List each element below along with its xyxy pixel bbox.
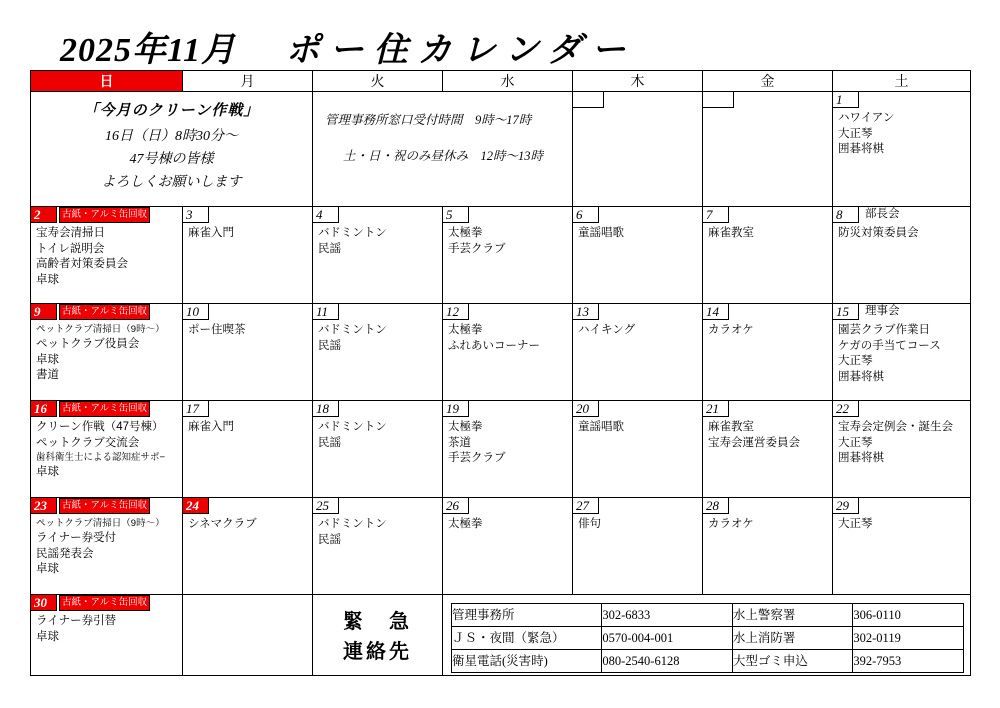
day-events bbox=[833, 417, 970, 467]
event-item: 高齢者対策委員会 bbox=[36, 258, 128, 270]
clean-notice-title: 「今月のクリーン作戦」 bbox=[83, 103, 260, 119]
emergency-contacts-table bbox=[451, 603, 964, 673]
day-number: 30 bbox=[31, 595, 57, 611]
event-item: 民謡 bbox=[318, 533, 341, 546]
office-lunch-text: 土・日・祝のみ昼休み 12時〜13時 bbox=[343, 149, 544, 163]
event-item: 民謡 bbox=[318, 339, 341, 352]
event-item: 太極拳 bbox=[448, 227, 483, 239]
day-number: 19 bbox=[443, 401, 469, 417]
event-item: 民謡発表会 bbox=[36, 547, 94, 560]
event-item: 太極拳 bbox=[448, 421, 483, 433]
office-hours-notice bbox=[313, 92, 573, 207]
event-item: 宝寿会定例会・誕生会 bbox=[838, 421, 953, 433]
day-cell-18[interactable] bbox=[313, 401, 443, 498]
day-cell-10[interactable] bbox=[183, 304, 313, 401]
event-item: バドミントン bbox=[318, 324, 387, 336]
day-cell-7[interactable] bbox=[703, 207, 833, 304]
day-number: 24 bbox=[183, 498, 209, 514]
day-cell-15[interactable] bbox=[833, 304, 971, 401]
day-cell-25[interactable] bbox=[313, 498, 443, 595]
calendar-table bbox=[30, 70, 971, 676]
day-number: 18 bbox=[313, 401, 339, 417]
day-events bbox=[313, 223, 442, 257]
day-number: 21 bbox=[703, 401, 729, 417]
emergency-contacts-cell bbox=[443, 595, 971, 676]
day-events bbox=[443, 514, 572, 533]
day-cell-8[interactable] bbox=[833, 207, 971, 304]
event-item: ペットクラブ交流会 bbox=[36, 436, 140, 449]
table-row bbox=[452, 650, 964, 673]
event-item: 手芸クラブ bbox=[448, 452, 506, 464]
day-events bbox=[183, 223, 312, 242]
day-cell-6[interactable] bbox=[573, 207, 703, 304]
recycle-badge: 古紙・アルミ缶回収 bbox=[59, 304, 150, 320]
contact-number: 392-7953 bbox=[853, 650, 964, 673]
contact-name: 管理事務所 bbox=[452, 604, 602, 627]
day-events bbox=[31, 514, 182, 578]
week-row-3 bbox=[31, 304, 971, 401]
day-number: 29 bbox=[833, 498, 859, 514]
event-item: ケガの手当てコース bbox=[838, 339, 941, 352]
day-side-label: 部長会 bbox=[865, 208, 900, 220]
day-events bbox=[703, 417, 832, 451]
day-number: 6 bbox=[573, 207, 599, 223]
recycle-badge: 古紙・アルミ缶回収 bbox=[59, 595, 150, 611]
contact-name: 水上警察署 bbox=[732, 604, 852, 627]
event-item: 大正琴 bbox=[838, 518, 873, 530]
day-number: 16 bbox=[31, 401, 57, 417]
event-item: 麻雀教室 bbox=[708, 227, 754, 239]
recycle-badge: 古紙・アルミ缶回収 bbox=[59, 401, 150, 417]
event-item: 園芸クラブ作業日 bbox=[838, 324, 930, 336]
day-number: 26 bbox=[443, 498, 469, 514]
event-item: 麻雀教室 bbox=[708, 421, 754, 433]
event-item: ライナー券受付 bbox=[36, 532, 117, 544]
day-cell-27[interactable] bbox=[573, 498, 703, 595]
day-events bbox=[183, 417, 312, 436]
day-number: 28 bbox=[703, 498, 729, 514]
week-row-2 bbox=[31, 207, 971, 304]
day-events bbox=[313, 514, 442, 548]
day-number: 15 bbox=[833, 304, 859, 320]
event-item: 書道 bbox=[36, 369, 59, 381]
day-number: 14 bbox=[703, 304, 729, 320]
event-item: 防災対策委員会 bbox=[838, 227, 919, 239]
day-events bbox=[31, 320, 182, 384]
day-events bbox=[573, 417, 702, 436]
clean-notice-date: 16日（日）8時30分〜 bbox=[105, 129, 238, 144]
event-item: 大正琴 bbox=[838, 127, 873, 140]
day-cell-3[interactable] bbox=[183, 207, 313, 304]
title-calendar-name: ポー住カレンダー bbox=[285, 32, 636, 69]
event-item: 民謡 bbox=[318, 242, 341, 255]
day-number: 23 bbox=[31, 498, 57, 514]
day-cell-21[interactable] bbox=[703, 401, 833, 498]
emergency-title-line1: 緊 急 bbox=[343, 611, 412, 633]
table-row bbox=[452, 604, 964, 627]
day-events bbox=[183, 320, 312, 339]
day-number: 10 bbox=[183, 304, 209, 320]
event-item: 茶道 bbox=[448, 436, 471, 449]
weekday-header-sat: 土 bbox=[833, 71, 971, 92]
day-cell-empty-thu bbox=[573, 92, 703, 207]
event-item: 卓球 bbox=[36, 353, 59, 366]
day-cell-24[interactable] bbox=[183, 498, 313, 595]
day-number: 2 bbox=[31, 207, 57, 223]
day-side-label: 理事会 bbox=[865, 305, 900, 317]
week-row-4 bbox=[31, 401, 971, 498]
day-number: 13 bbox=[573, 304, 599, 320]
event-item: バドミントン bbox=[318, 227, 387, 239]
day-number: 3 bbox=[183, 207, 209, 223]
day-number: 20 bbox=[573, 401, 599, 417]
day-events bbox=[31, 417, 182, 481]
day-number: 5 bbox=[443, 207, 469, 223]
day-events bbox=[573, 320, 702, 339]
day-cell-17[interactable] bbox=[183, 401, 313, 498]
day-cell-19[interactable] bbox=[443, 401, 573, 498]
contact-number: 302-0119 bbox=[853, 627, 964, 650]
event-item: 宝寿会清掃日 bbox=[36, 227, 105, 239]
recycle-badge: 古紙・アルミ缶回収 bbox=[59, 207, 150, 223]
event-item: 太極拳 bbox=[448, 518, 483, 530]
event-item: 太極拳 bbox=[448, 324, 483, 336]
event-item: クリーン作戦（47号棟） bbox=[36, 421, 164, 433]
weekday-header-wed: 水 bbox=[443, 71, 573, 92]
title-year-month: 2025年11月 bbox=[60, 32, 237, 69]
event-item: 卓球 bbox=[36, 630, 59, 643]
event-item: ライナー券引替 bbox=[36, 615, 117, 627]
event-item: 民謡 bbox=[318, 436, 341, 449]
day-number: 7 bbox=[703, 207, 729, 223]
day-cell-4[interactable] bbox=[313, 207, 443, 304]
day-number: 22 bbox=[833, 401, 859, 417]
weekday-header-tue: 火 bbox=[313, 71, 443, 92]
event-item: 大正琴 bbox=[838, 355, 873, 367]
day-cell-28[interactable] bbox=[703, 498, 833, 595]
day-cell-13[interactable] bbox=[573, 304, 703, 401]
day-events bbox=[313, 320, 442, 354]
event-item: 卓球 bbox=[36, 466, 59, 478]
day-number: 17 bbox=[183, 401, 209, 417]
day-events bbox=[833, 320, 970, 385]
contact-name: 大型ゴミ申込 bbox=[732, 650, 852, 673]
day-number: 12 bbox=[443, 304, 469, 320]
day-cell-12[interactable] bbox=[443, 304, 573, 401]
contact-number: 0570-004-001 bbox=[602, 627, 733, 650]
empty-day-box bbox=[703, 92, 734, 108]
day-number: 27 bbox=[573, 498, 599, 514]
event-item: 卓球 bbox=[36, 273, 59, 286]
event-item: ペットクラブ清掃日（9時〜） bbox=[36, 518, 165, 529]
table-row bbox=[452, 627, 964, 650]
clean-notice-request: よろしくお願いします bbox=[101, 175, 242, 190]
event-item: 囲碁将棋 bbox=[838, 370, 884, 383]
day-cell-5[interactable] bbox=[443, 207, 573, 304]
event-item: カラオケ bbox=[708, 518, 754, 530]
weekday-header-fri: 金 bbox=[703, 71, 833, 92]
event-item: 童謡唱歌 bbox=[578, 227, 624, 239]
weekday-header-sun: 日 bbox=[31, 71, 183, 92]
day-events bbox=[183, 514, 312, 533]
day-cell-empty-fri bbox=[703, 92, 833, 207]
day-cell-16[interactable] bbox=[31, 401, 183, 498]
week-row-5 bbox=[31, 498, 971, 595]
day-events bbox=[833, 223, 970, 242]
page-title bbox=[60, 22, 940, 69]
contact-name: 水上消防署 bbox=[732, 627, 852, 650]
contact-number: 302-6833 bbox=[602, 604, 733, 627]
event-item: 麻雀入門 bbox=[188, 421, 234, 433]
event-item: 童謡唱歌 bbox=[578, 421, 624, 433]
day-events bbox=[573, 514, 702, 533]
day-events bbox=[31, 611, 182, 645]
event-item: 囲碁将棋 bbox=[838, 452, 884, 464]
event-item: 囲碁将棋 bbox=[838, 143, 884, 155]
week-row-1 bbox=[31, 92, 971, 207]
day-number: 11 bbox=[313, 304, 339, 320]
event-item: カラオケ bbox=[708, 324, 754, 336]
office-hours-text: 管理事務所窓口受付時間 9時〜17時 bbox=[325, 113, 532, 127]
weekday-header-mon: 月 bbox=[183, 71, 313, 92]
day-events bbox=[443, 223, 572, 257]
event-item: 麻雀入門 bbox=[188, 227, 234, 239]
event-item: ポー住喫茶 bbox=[188, 324, 246, 336]
weekday-header-row bbox=[31, 71, 971, 92]
emergency-title-line2: 連絡先 bbox=[343, 641, 412, 663]
recycle-badge: 古紙・アルミ缶回収 bbox=[59, 498, 150, 514]
event-item: 俳句 bbox=[578, 518, 601, 530]
event-item: ペットクラブ役員会 bbox=[36, 338, 140, 350]
day-cell-22[interactable] bbox=[833, 401, 971, 498]
contact-name: 衛星電話(災害時) bbox=[452, 650, 602, 673]
clean-notice-building: 47号棟の皆様 bbox=[129, 152, 214, 167]
event-item: ペットクラブ清掃日（9時〜） bbox=[36, 324, 165, 335]
day-cell-2[interactable] bbox=[31, 207, 183, 304]
day-cell-20[interactable] bbox=[573, 401, 703, 498]
contact-number: 080-2540-6128 bbox=[602, 650, 733, 673]
day-events bbox=[313, 417, 442, 451]
contact-number: 306-0110 bbox=[853, 604, 964, 627]
day-number: 4 bbox=[313, 207, 339, 223]
event-item: 卓球 bbox=[36, 563, 59, 575]
event-item: 歯科衛生士による認知症サポ− bbox=[36, 452, 166, 463]
event-item: ハワイアン bbox=[838, 112, 895, 124]
event-item: 宝寿会運営委員会 bbox=[708, 436, 800, 449]
event-item: ふれあいコーナー bbox=[448, 339, 540, 352]
weekday-header-thu: 木 bbox=[573, 71, 703, 92]
day-events bbox=[833, 108, 970, 158]
day-number: 1 bbox=[833, 92, 859, 108]
day-cell-11[interactable] bbox=[313, 304, 443, 401]
event-item: シネマクラブ bbox=[188, 518, 257, 530]
day-cell-1[interactable] bbox=[833, 92, 971, 207]
day-cell-9[interactable] bbox=[31, 304, 183, 401]
event-item: トイレ説明会 bbox=[36, 242, 105, 255]
event-item: ハイキング bbox=[578, 324, 636, 336]
day-events bbox=[31, 223, 182, 288]
day-cell-30[interactable] bbox=[31, 595, 183, 676]
day-number: 9 bbox=[31, 304, 57, 320]
day-cell-29[interactable] bbox=[833, 498, 971, 595]
event-item: 手芸クラブ bbox=[448, 242, 506, 255]
day-events bbox=[703, 223, 832, 242]
day-events bbox=[573, 223, 702, 242]
day-cell-14[interactable] bbox=[703, 304, 833, 401]
day-events bbox=[703, 514, 832, 533]
clean-operation-notice bbox=[31, 92, 313, 207]
event-item: バドミントン bbox=[318, 421, 387, 433]
day-number: 25 bbox=[313, 498, 339, 514]
day-events bbox=[703, 320, 832, 339]
day-cell-empty-trailing bbox=[183, 595, 313, 676]
event-item: バドミントン bbox=[318, 518, 387, 530]
day-cell-26[interactable] bbox=[443, 498, 573, 595]
day-events bbox=[443, 320, 572, 354]
event-item: 大正琴 bbox=[838, 436, 873, 449]
empty-day-box bbox=[573, 92, 604, 108]
day-events bbox=[443, 417, 572, 467]
contact-name: ＪＳ・夜間（緊急） bbox=[452, 627, 602, 650]
emergency-title-cell bbox=[313, 595, 443, 676]
day-number: 8 bbox=[833, 207, 859, 223]
day-cell-23[interactable] bbox=[31, 498, 183, 595]
week-row-6 bbox=[31, 595, 971, 676]
day-events bbox=[833, 514, 970, 533]
